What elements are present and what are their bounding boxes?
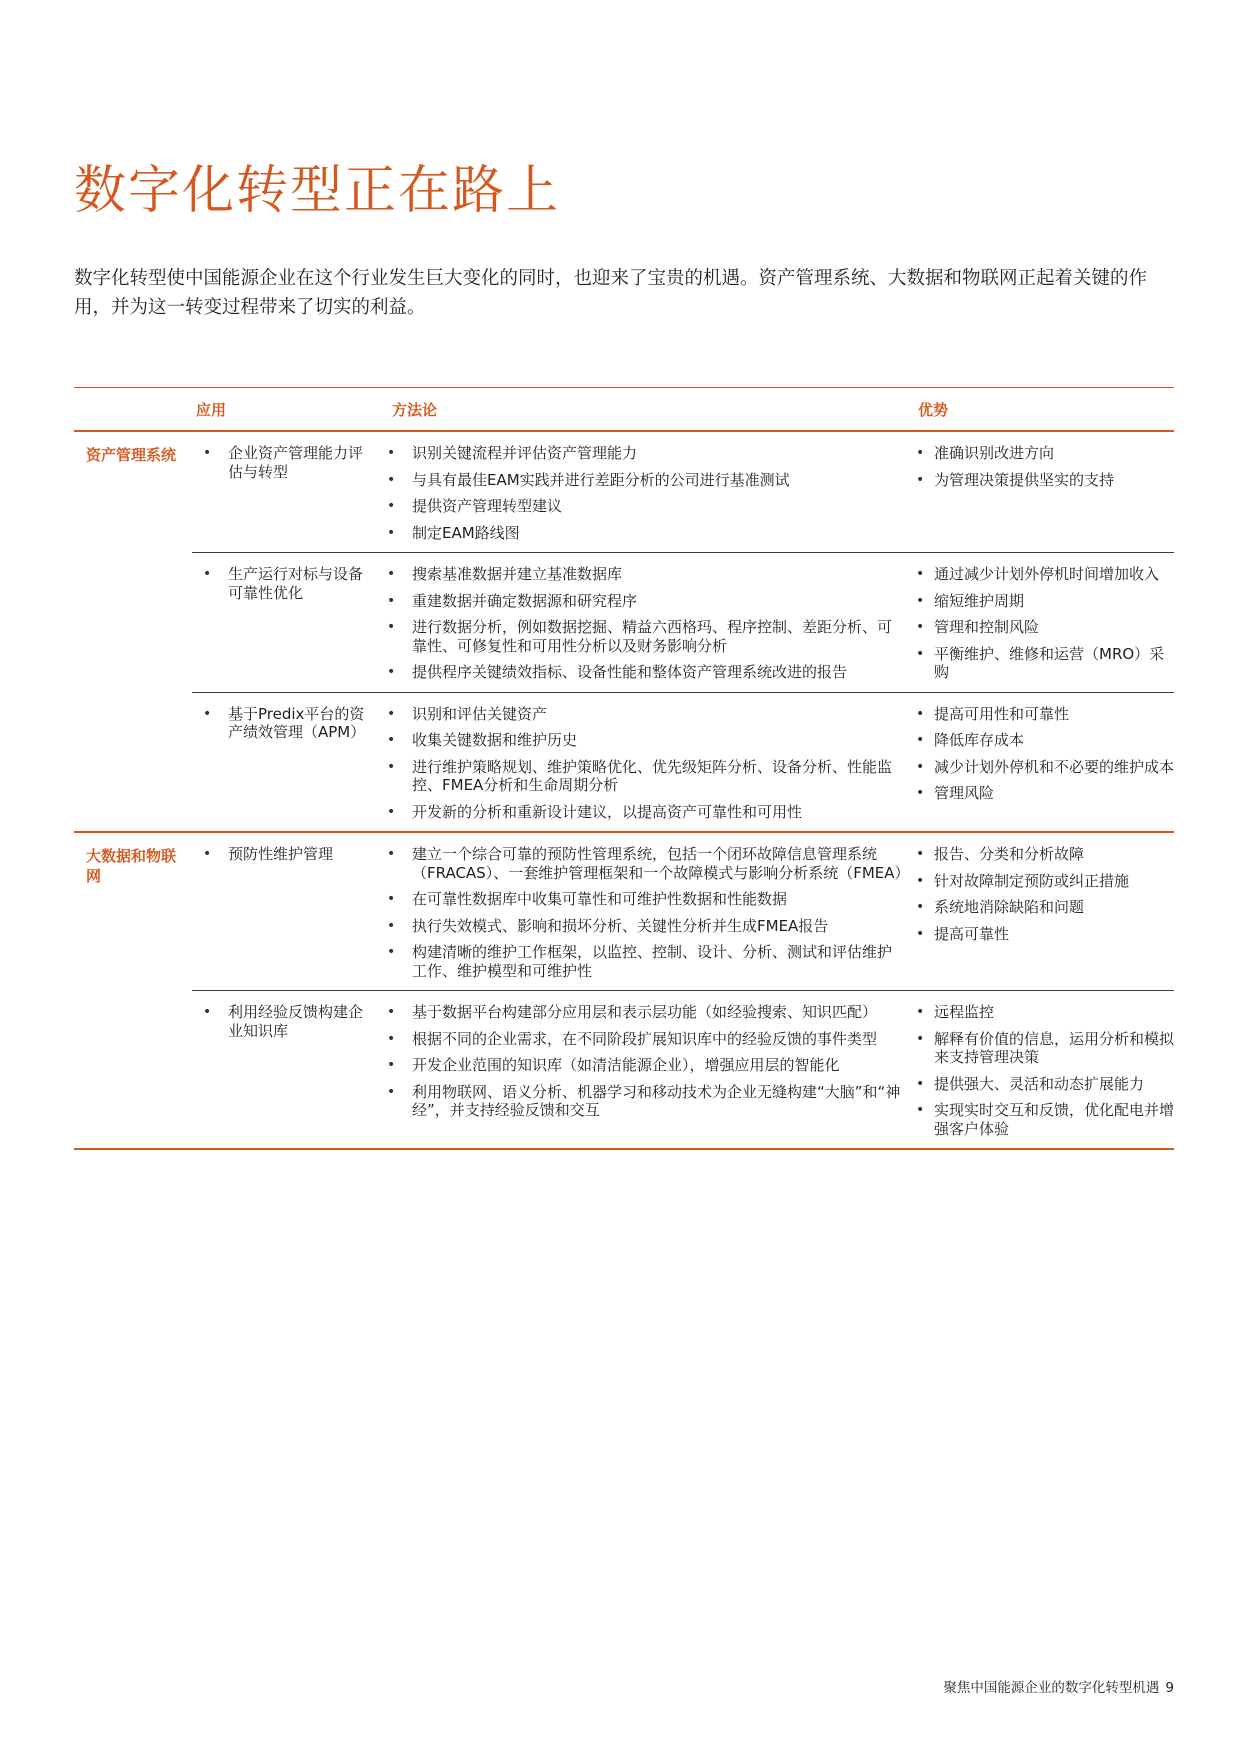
list-item: • 提供强大、灵活和动态扩展能力 bbox=[904, 1075, 1174, 1094]
header-methodology: 方法论 bbox=[392, 400, 438, 419]
list-item: • 制定EAM路线图 bbox=[376, 524, 904, 543]
section-label: 资产管理系统 bbox=[86, 446, 177, 464]
list-item: • 建立一个综合可靠的预防性管理系统，包括一个闭环故障信息管理系统（FRACAS）、一套维护管理框架和一个故障模式与影响分析系统（FMEA） bbox=[376, 845, 904, 882]
list-item: • 为管理决策提供坚实的支持 bbox=[904, 471, 1174, 490]
table-row bbox=[192, 553, 1174, 693]
footer-text: 聚焦中国能源企业的数字化转型机遇 bbox=[943, 1680, 1160, 1696]
list-item: • 缩短维护周期 bbox=[904, 592, 1174, 611]
list-item: • 生产运行对标与设备可靠性优化 bbox=[192, 565, 376, 602]
bullet-list bbox=[904, 845, 1174, 943]
list-item: • 准确识别改进方向 bbox=[904, 444, 1174, 463]
section-label: 大数据和物联网 bbox=[86, 847, 177, 885]
list-item: • 管理和控制风险 bbox=[904, 618, 1174, 637]
benefits-cell bbox=[904, 833, 1174, 990]
list-item: • 降低库存成本 bbox=[904, 731, 1174, 750]
page-footer bbox=[943, 1676, 1174, 1696]
application-cell bbox=[192, 833, 376, 990]
methodology-cell bbox=[376, 553, 904, 692]
section-rows bbox=[192, 432, 1174, 831]
digital-transformation-table bbox=[74, 387, 1174, 1150]
list-item: • 管理风险 bbox=[904, 784, 1174, 803]
list-item: • 远程监控 bbox=[904, 1003, 1174, 1022]
intro-paragraph: 数字化转型使中国能源企业在这个行业发生巨大变化的同时，也迎来了宝贵的机遇。资产管理系统、大数据和物联网正起着关键的作用，并为这一转变过程带来了切实的利益。 bbox=[74, 268, 1148, 318]
list-item: • 平衡维护、维修和运营（MRO）采购 bbox=[904, 645, 1174, 682]
list-item: • 与具有最佳EAM实践并进行差距分析的公司进行基准测试 bbox=[376, 471, 904, 490]
list-item: • 减少计划外停机和不必要的维护成本 bbox=[904, 758, 1174, 777]
table-row bbox=[192, 833, 1174, 991]
table-section bbox=[74, 833, 1174, 1150]
list-item: • 基于数据平台构建部分应用层和表示层功能（如经验搜索、知识匹配） bbox=[376, 1003, 904, 1022]
list-item: • 基于Predix平台的资产绩效管理（APM） bbox=[192, 705, 376, 742]
list-item: • 针对故障制定预防或纠正措施 bbox=[904, 872, 1174, 891]
table-body bbox=[74, 432, 1174, 1150]
benefits-cell bbox=[904, 991, 1174, 1148]
list-item: • 根据不同的企业需求，在不同阶段扩展知识库中的经验反馈的事件类型 bbox=[376, 1030, 904, 1049]
list-item: • 构建清晰的维护工作框架，以监控、控制、设计、分析、测试和评估维护工作、维护模型和可维护性 bbox=[376, 943, 904, 980]
application-cell bbox=[192, 432, 376, 552]
list-item: • 预防性维护管理 bbox=[192, 845, 376, 864]
bullet-list bbox=[192, 565, 376, 602]
list-item: • 识别关键流程并评估资产管理能力 bbox=[376, 444, 904, 463]
bullet-list bbox=[376, 1003, 904, 1120]
table-row bbox=[192, 432, 1174, 553]
benefits-cell bbox=[904, 432, 1174, 552]
table-row bbox=[192, 693, 1174, 832]
header-benefits: 优势 bbox=[918, 400, 949, 419]
bullet-list bbox=[192, 444, 376, 481]
list-item: • 系统地消除缺陷和问题 bbox=[904, 898, 1174, 917]
table-row bbox=[192, 991, 1174, 1148]
methodology-cell bbox=[376, 432, 904, 552]
list-item: • 执行失效模式、影响和损坏分析、关键性分析并生成FMEA报告 bbox=[376, 917, 904, 936]
list-item: • 企业资产管理能力评估与转型 bbox=[192, 444, 376, 481]
bullet-list bbox=[376, 444, 904, 542]
list-item: • 提高可用性和可靠性 bbox=[904, 705, 1174, 724]
methodology-cell bbox=[376, 833, 910, 990]
bullet-list bbox=[904, 565, 1174, 682]
list-item: • 进行维护策略规划、维护策略优化、优先级矩阵分析、设备分析、性能监控、FMEA分析和生命周期分析 bbox=[376, 758, 904, 795]
bullet-list bbox=[904, 705, 1174, 803]
bullet-list bbox=[192, 845, 376, 864]
list-item: • 提高可靠性 bbox=[904, 925, 1174, 944]
bullet-list bbox=[376, 705, 904, 822]
bullet-list bbox=[192, 705, 376, 742]
bullet-list bbox=[376, 845, 910, 980]
bullet-list bbox=[376, 565, 904, 682]
list-item: • 利用经验反馈构建企业知识库 bbox=[192, 1003, 376, 1040]
application-cell bbox=[192, 693, 376, 832]
benefits-cell bbox=[904, 693, 1174, 832]
bullet-list bbox=[904, 1003, 1174, 1138]
page-title: 数字化转型正在路上 bbox=[74, 161, 561, 221]
list-item: • 实现实时交互和反馈，优化配电并增强客户体验 bbox=[904, 1101, 1174, 1138]
list-item: • 解释有价值的信息，运用分析和模拟来支持管理决策 bbox=[904, 1030, 1174, 1067]
table-section bbox=[74, 432, 1174, 833]
bullet-list bbox=[192, 1003, 376, 1040]
table-header-row bbox=[74, 388, 1174, 432]
list-item: • 提供程序关键绩效指标、设备性能和整体资产管理系统改进的报告 bbox=[376, 663, 904, 682]
list-item: • 进行数据分析，例如数据挖掘、精益六西格玛、程序控制、差距分析、可靠性、可修复性和可用性分析以及财务影响分析 bbox=[376, 618, 904, 655]
section-rows bbox=[192, 833, 1174, 1148]
list-item: • 重建数据并确定数据源和研究程序 bbox=[376, 592, 904, 611]
benefits-cell bbox=[904, 553, 1174, 692]
page-number: 9 bbox=[1165, 1680, 1174, 1696]
list-item: • 开发新的分析和重新设计建议，以提高资产可靠性和可用性 bbox=[376, 803, 904, 822]
list-item: • 开发企业范围的知识库（如清洁能源企业），增强应用层的智能化 bbox=[376, 1056, 904, 1075]
application-cell bbox=[192, 991, 376, 1148]
header-application: 应用 bbox=[196, 400, 227, 419]
bullet-list bbox=[904, 444, 1174, 489]
list-item: • 识别和评估关键资产 bbox=[376, 705, 904, 724]
application-cell bbox=[192, 553, 376, 692]
list-item: • 通过减少计划外停机时间增加收入 bbox=[904, 565, 1174, 584]
methodology-cell bbox=[376, 991, 904, 1148]
list-item: • 利用物联网、语义分析、机器学习和移动技术为企业无缝构建“大脑”和“神经”，并支持经验反馈和交互 bbox=[376, 1083, 904, 1120]
list-item: • 在可靠性数据库中收集可靠性和可维护性数据和性能数据 bbox=[376, 890, 904, 909]
list-item: • 提供资产管理转型建议 bbox=[376, 497, 904, 516]
list-item: • 搜索基准数据并建立基准数据库 bbox=[376, 565, 904, 584]
list-item: • 收集关键数据和维护历史 bbox=[376, 731, 904, 750]
list-item: • 报告、分类和分析故障 bbox=[904, 845, 1174, 864]
methodology-cell bbox=[376, 693, 904, 832]
